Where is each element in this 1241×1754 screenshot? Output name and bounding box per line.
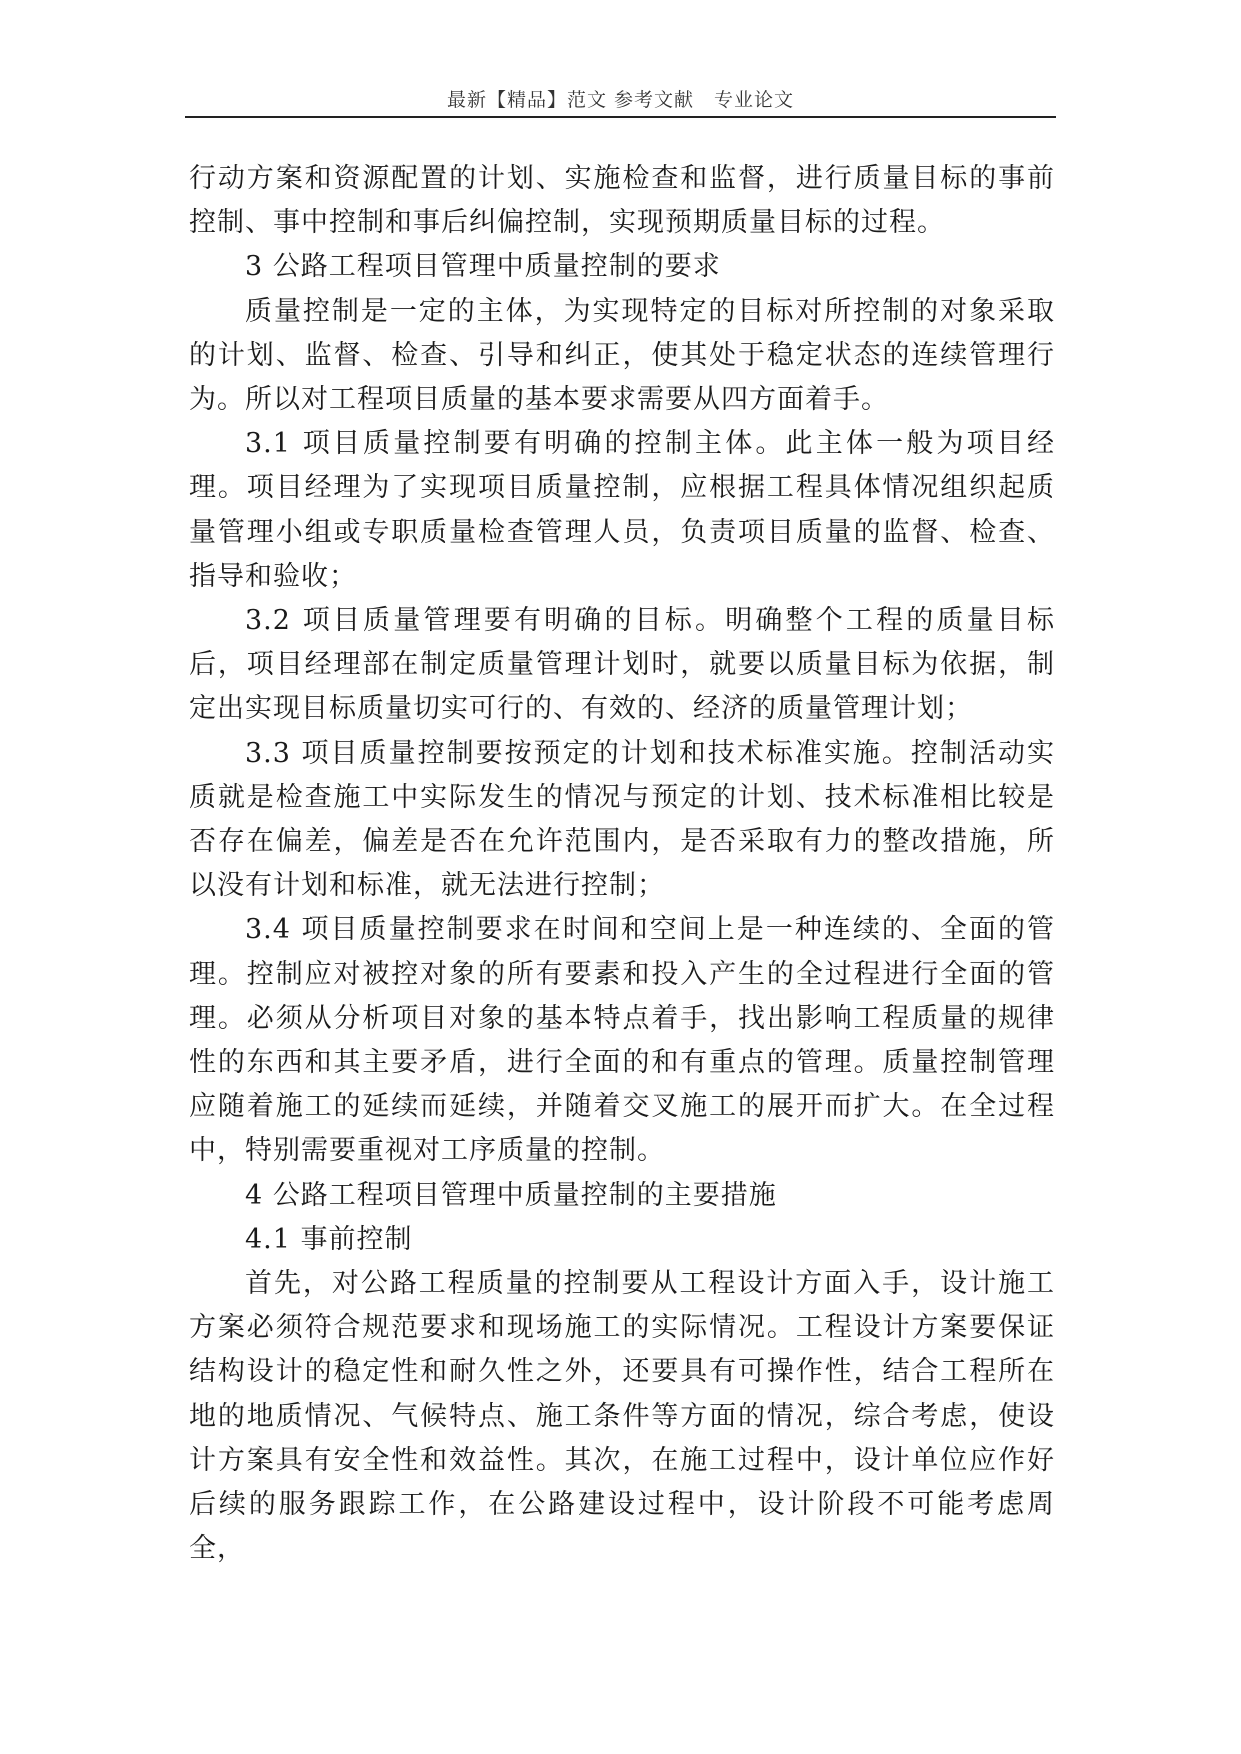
paragraph: 首先，对公路工程质量的控制要从工程设计方面入手，设计施工方案必须符合规范要求和现场施工的实际情况。工程设计方案要保证结构设计的稳定性和耐久性之外，还要具有可操作性，结合工程所在地的地质情况、气候特点、施工条件等方面的情况，综合考虑，使设计方案具有安全性和效益性。其次，在施工过程中，设计单位应作好后续的服务跟踪工作，在公路建设过程中，设计阶段不可能考虑周全，: [189, 1268, 1055, 1565]
body-text: [189, 157, 1055, 1572]
running-header: 最新【精品】范文 参考文献 专业论文: [446, 89, 795, 111]
subsection-heading-4-1: 4.1 事前控制: [245, 1223, 413, 1255]
paragraph-3-3: 3.3 项目质量控制要按预定的计划和技术标准实施。控制活动实质就是检查施工中实际发生的情况与预定的计划、技术标准相比较是否存在偏差，偏差是否在允许范围内，是否采取有力的整改措施，所以没有计划和标准，就无法进行控制；: [189, 737, 1055, 902]
section-heading-4: 4 公路工程项目管理中质量控制的主要措施: [245, 1179, 777, 1211]
paragraph-3-4: 3.4 项目质量控制要求在时间和空间上是一种连续的、全面的管理。控制应对被控对象的所有要素和投入产生的全过程进行全面的管理。必须从分析项目对象的基本特点着手，找出影响工程质量的规律性的东西和其主要矛盾，进行全面的和有重点的管理。质量控制管理应随着施工的延续而延续，并随着交叉施工的展开而扩大。在全过程中，特别需要重视对工序质量的控制。: [189, 914, 1055, 1167]
paragraph-3-2: 3.2 项目质量管理要有明确的目标。明确整个工程的质量目标后，项目经理部在制定质量管理计划时，就要以质量目标为依据，制定出实现目标质量切实可行的、有效的、经济的质量管理计划；: [189, 605, 1055, 725]
section-heading-3: 3 公路工程项目管理中质量控制的要求: [245, 251, 721, 283]
header-rule: [185, 116, 1056, 118]
paragraph: 质量控制是一定的主体，为实现特定的目标对所控制的对象采取的计划、监督、检查、引导和纠正，使其处于稳定状态的连续管理行为。所以对工程项目质量的基本要求需要从四方面着手。: [189, 295, 1055, 416]
paragraph-3-1: 3.1 项目质量控制要有明确的控制主体。此主体一般为项目经理。项目经理为了实现项目质量控制，应根据工程具体情况组织起质量管理小组或专职质量检查管理人员，负责项目质量的监督、检查、指导和验收；: [189, 428, 1055, 592]
paragraph-continuation: 行动方案和资源配置的计划、实施检查和监督，进行质量目标的事前控制、事中控制和事后纠偏控制，实现预期质量目标的过程。: [189, 163, 1055, 239]
